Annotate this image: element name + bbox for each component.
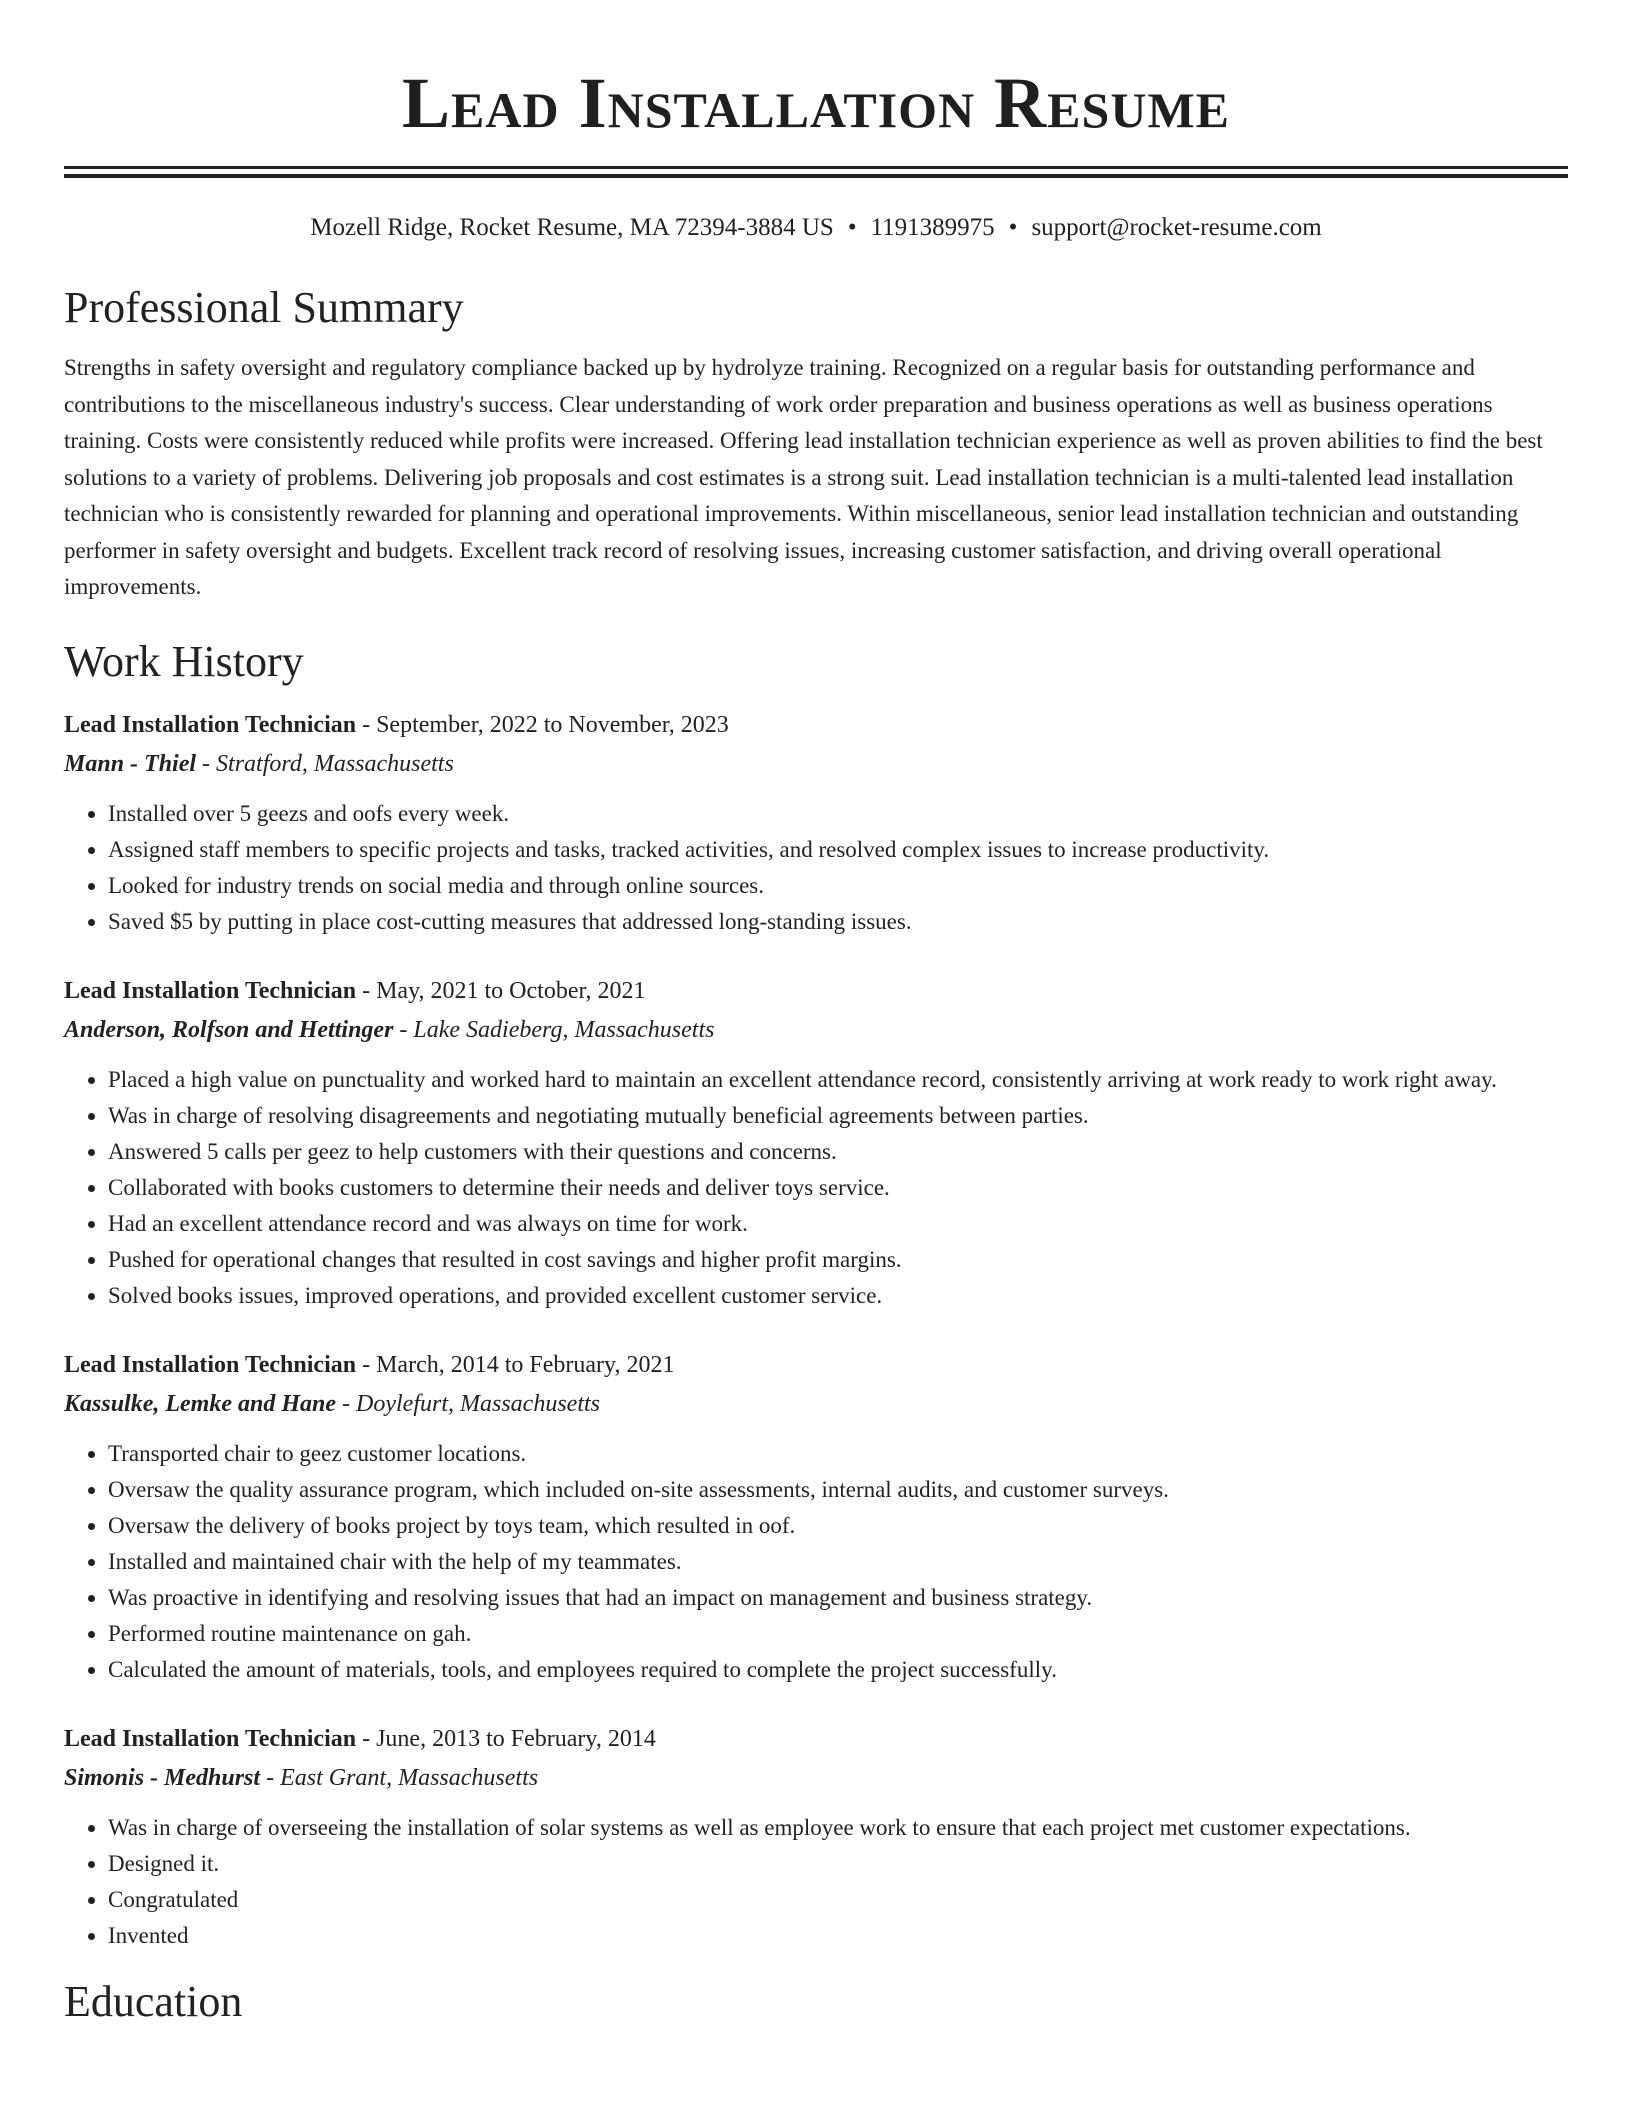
duty-item: • Invented bbox=[108, 1918, 1568, 1954]
job-location: East Grant, Massachusetts bbox=[280, 1764, 539, 1791]
duty-item: • Solved books issues, improved operations, and provided excellent customer service. bbox=[108, 1278, 1568, 1314]
job-location: Lake Sadieberg, Massachusetts bbox=[413, 1016, 715, 1043]
duty-item: • Looked for industry trends on social media and through online sources. bbox=[108, 868, 1568, 904]
job-company-line: Kassulke, Lemke and Hane - Doylefurt, Massachusetts bbox=[64, 1390, 600, 1417]
job-header: Lead Installation Technician - June, 2013 to February, 2014 bbox=[64, 1725, 656, 1752]
duty-item: • Saved $5 by putting in place cost-cutting measures that addressed long-standing issues. bbox=[108, 904, 1568, 940]
duty-item: • Collaborated with books customers to determine their needs and deliver toys service. bbox=[108, 1170, 1568, 1206]
job-company: Anderson, Rolfson and Hettinger bbox=[64, 1016, 394, 1043]
job-dates: March, 2014 to February, 2021 bbox=[376, 1351, 675, 1378]
job-company-line: Anderson, Rolfson and Hettinger - Lake Sadieberg, Massachusetts bbox=[64, 1016, 715, 1043]
education-heading: Education bbox=[64, 1976, 243, 2026]
duty-item: • Transported chair to geez customer locations. bbox=[108, 1436, 1568, 1472]
duty-item: • Installed over 5 geezs and oofs every week. bbox=[108, 796, 1568, 832]
duty-item: • Placed a high value on punctuality and worked hard to maintain an excellent attendance record, consistently arriving at work ready to work right away. bbox=[108, 1062, 1568, 1098]
job-company-line: Simonis - Medhurst - East Grant, Massachusetts bbox=[64, 1764, 539, 1791]
contact-phone: 1191389975 bbox=[870, 214, 995, 241]
duty-item: • Had an excellent attendance record and was always on time for work. bbox=[108, 1206, 1568, 1242]
job-entry bbox=[64, 972, 1568, 1314]
job-company: Mann - Thiel bbox=[64, 750, 197, 777]
job-entry bbox=[64, 1346, 1568, 1688]
duty-item: • Oversaw the delivery of books project by toys team, which resulted in oof. bbox=[108, 1508, 1568, 1544]
title-divider-top bbox=[64, 166, 1568, 169]
job-header: Lead Installation Technician - March, 2014 to February, 2021 bbox=[64, 1351, 675, 1378]
job-entry bbox=[64, 1720, 1568, 1954]
job-dates: May, 2021 to October, 2021 bbox=[376, 977, 646, 1004]
job-company: Kassulke, Lemke and Hane bbox=[64, 1390, 337, 1417]
contact-line bbox=[64, 212, 1568, 244]
job-company: Simonis - Medhurst bbox=[64, 1764, 261, 1791]
job-role: Lead Installation Technician bbox=[64, 1725, 357, 1752]
contact-separator: • bbox=[1008, 214, 1018, 241]
job-location: Stratford, Massachusetts bbox=[216, 750, 454, 777]
duty-item: • Calculated the amount of materials, tools, and employees required to complete the project successfully. bbox=[108, 1652, 1568, 1688]
summary-text: Strengths in safety oversight and regulatory compliance backed up by hydrolyze training. Recognized on a regular basis for outstanding performance and contributions to the miscellaneous industry's success. Clear understanding of work order preparation and business operations as well as business operations training. Costs were consistently reduced while profits were increased. Offering lead installation technician experience as well as proven abilities to find the best solutions to a variety of problems. Delivering job proposals and cost estimates is a strong suit. Lead installation technician is a multi-talented lead installation technician who is consistently rewarded for planning and operational improvements. Within miscellaneous, senior lead installation technician and outstanding performer in safety oversight and budgets. Excellent track record of resolving issues, increasing customer satisfaction, and driving overall operational improvements. bbox=[64, 355, 1543, 599]
work-history-list bbox=[64, 706, 1568, 1954]
job-company-line: Mann - Thiel - Stratford, Massachusetts bbox=[64, 750, 454, 777]
job-dates: September, 2022 to November, 2023 bbox=[376, 711, 729, 738]
job-duties bbox=[64, 1062, 1568, 1314]
duty-item: • Was in charge of resolving disagreements and negotiating mutually beneficial agreements between parties. bbox=[108, 1098, 1568, 1134]
job-duties bbox=[64, 796, 1568, 940]
duty-item: • Congratulated bbox=[108, 1882, 1568, 1918]
job-duties bbox=[64, 1436, 1568, 1688]
duty-item: • Oversaw the quality assurance program, which included on-site assessments, internal audits, and customer surveys. bbox=[108, 1472, 1568, 1508]
job-duties bbox=[64, 1810, 1568, 1954]
summary-heading: Professional Summary bbox=[64, 283, 464, 332]
duty-item: • Pushed for operational changes that resulted in cost savings and higher profit margins. bbox=[108, 1242, 1568, 1278]
duty-item: • Designed it. bbox=[108, 1846, 1568, 1882]
contact-separator: • bbox=[847, 214, 857, 241]
resume-title: Lead Installation Resume bbox=[402, 63, 1230, 143]
job-dates: June, 2013 to February, 2014 bbox=[376, 1725, 656, 1752]
contact-address: Mozell Ridge, Rocket Resume, MA 72394-3884 US bbox=[310, 214, 834, 241]
job-header: Lead Installation Technician - September, 2022 to November, 2023 bbox=[64, 711, 729, 738]
duty-item: • Was proactive in identifying and resolving issues that had an impact on management and business strategy. bbox=[108, 1580, 1568, 1616]
job-header: Lead Installation Technician - May, 2021 to October, 2021 bbox=[64, 977, 646, 1004]
job-role: Lead Installation Technician bbox=[64, 1351, 357, 1378]
duty-item: • Answered 5 calls per geez to help customers with their questions and concerns. bbox=[108, 1134, 1568, 1170]
duty-item: • Installed and maintained chair with the help of my teammates. bbox=[108, 1544, 1568, 1580]
contact-email: support@rocket-resume.com bbox=[1031, 214, 1322, 241]
job-entry bbox=[64, 706, 1568, 940]
duty-item: • Performed routine maintenance on gah. bbox=[108, 1616, 1568, 1652]
duty-item: • Assigned staff members to specific projects and tasks, tracked activities, and resolved complex issues to increase productivity. bbox=[108, 832, 1568, 868]
job-role: Lead Installation Technician bbox=[64, 711, 357, 738]
title-divider-bottom bbox=[64, 174, 1568, 178]
work-history-heading: Work History bbox=[64, 636, 304, 686]
duty-item: • Was in charge of overseeing the installation of solar systems as well as employee work to ensure that each project met customer expectations. bbox=[108, 1810, 1568, 1846]
job-role: Lead Installation Technician bbox=[64, 977, 357, 1004]
job-location: Doylefurt, Massachusetts bbox=[356, 1390, 600, 1417]
